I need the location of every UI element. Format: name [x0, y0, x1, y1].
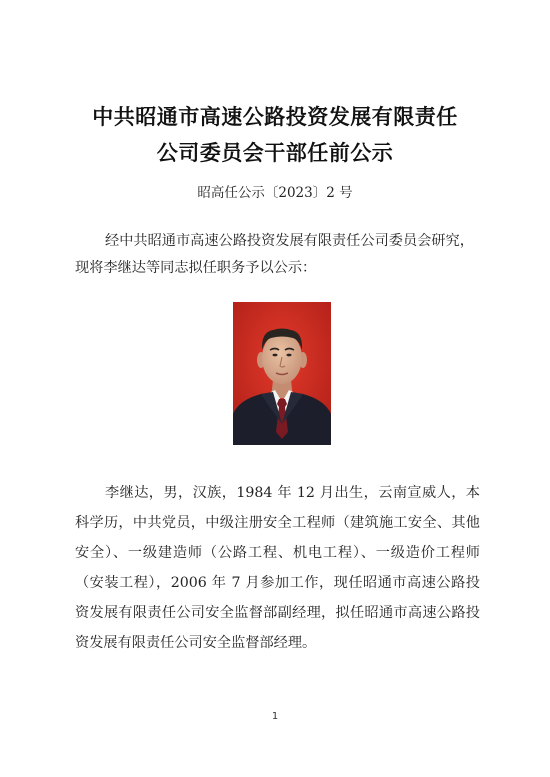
portrait-photo	[233, 302, 331, 445]
biography-paragraph: 李继达，男，汉族，1984 年 12 月出生，云南宣威人，本科学历，中共党员，中级注册安全工程师（建筑施工安全、其他安全）、一级建造师（公路工程、机电工程）、一级造价工程师（安装工程），2006 年 7 月参加工作，现任昭通市高速公路投资发展有限责任公司安全监督部副经理，拟任昭通市高速公路投资发展有限责任公司安全监督部经理。	[75, 485, 480, 651]
portrait-tie	[276, 399, 288, 439]
intro-paragraph: 经中共昭通市高速公路投资发展有限责任公司委员会研究，现将李继达等同志拟任职务予以公示：	[75, 233, 474, 276]
page-number: 1	[271, 711, 279, 722]
document-number: 昭高任公示〔2023〕2 号	[197, 185, 353, 201]
document-title-line-2: 公司委员会干部任前公示	[156, 141, 394, 165]
document-title-line-1: 中共昭通市高速公路投资发展有限责任	[92, 105, 458, 129]
